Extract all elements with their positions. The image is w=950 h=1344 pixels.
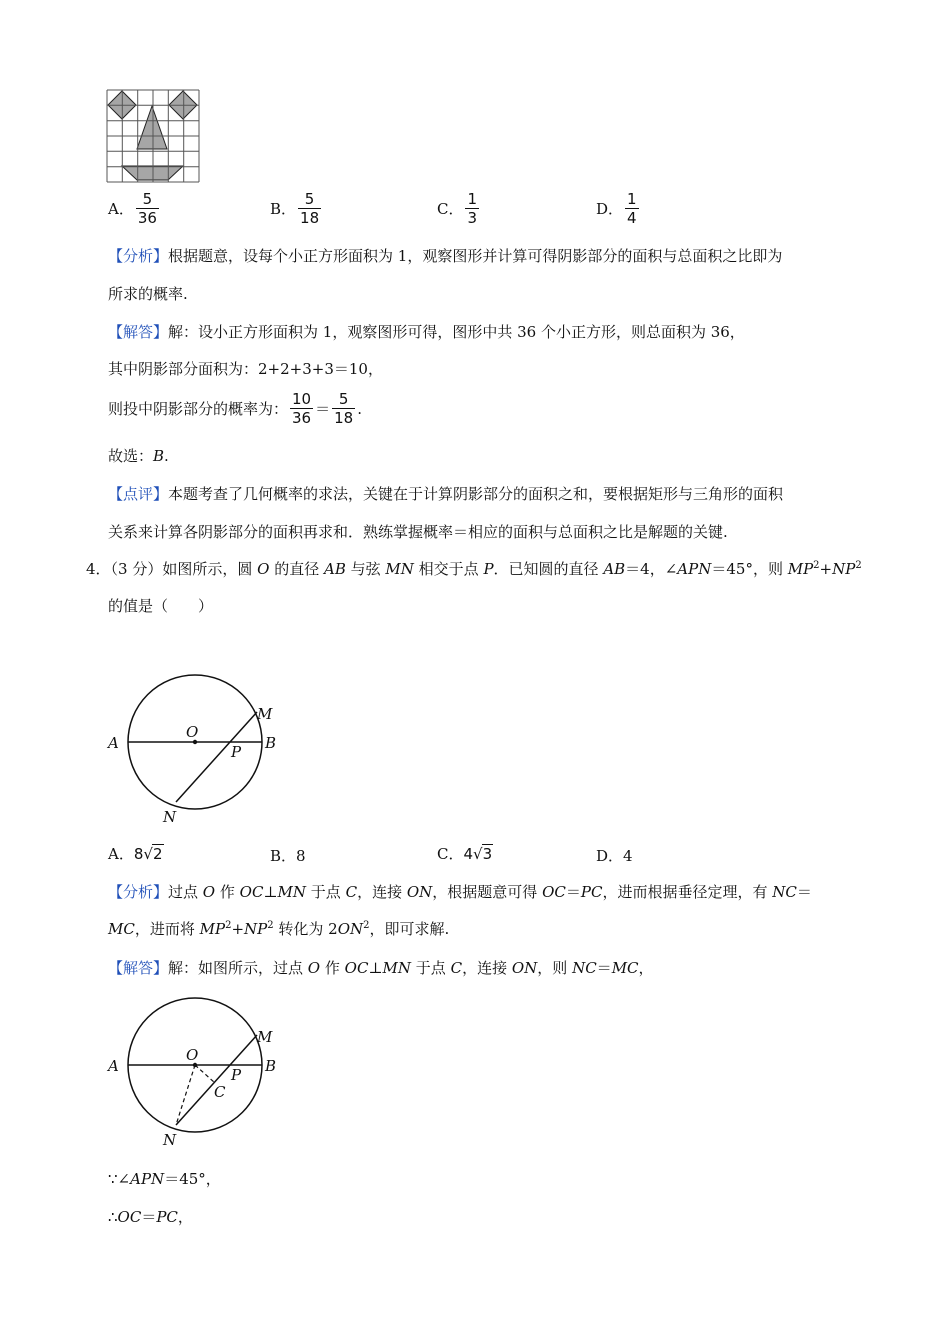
- q4-option-d: D．4: [596, 847, 633, 865]
- label-o: O: [186, 1046, 199, 1064]
- q4-therefore: ∴OC＝PC，: [108, 1208, 193, 1226]
- label-b: B: [265, 734, 277, 752]
- q3-answer: 故选：B.: [108, 447, 169, 465]
- q3-solution-line2: 其中阴影部分面积为：2+2+3+3＝10，: [108, 360, 383, 378]
- q4-option-b: B．8: [270, 847, 306, 865]
- label-c: C: [214, 1083, 226, 1101]
- analysis-tag: 【分析】: [108, 247, 169, 265]
- q3-option-c: C． $\frac{1}{3}$: [437, 190, 478, 227]
- q4-solution: 【解答】解：如图所示，过点 O 作 OC⊥MN 于点 C，连接 ON，则 NC＝MC，: [108, 959, 654, 977]
- q3-solution-line3: 则投中阴影部分的概率为： $\frac{10}{36}$ ＝ $\frac{5}{18}$ .: [108, 390, 362, 427]
- q3-analysis-cont: 所求的概率.: [108, 285, 188, 303]
- analysis-tag: 【分析】: [108, 883, 169, 901]
- q3-review-cont: 关系来计算各阴影部分的面积再求和．熟练掌握概率＝相应的面积与总面积之比是解题的关键.: [108, 523, 728, 541]
- q3-analysis: 【分析】根据题意，设每个小正方形面积为 1，观察图形并计算可得阴影部分的面积与总面积之比即为: [108, 247, 783, 265]
- q4-because: ∵∠APN＝45°，: [108, 1170, 221, 1188]
- q4-option-c: C． 4 √ 3: [437, 845, 493, 863]
- label-m: M: [257, 1028, 273, 1046]
- label-a: A: [108, 1057, 119, 1075]
- q4-analysis-cont: MC，进而将 $MP^2+NP^2$ 转化为 $2ON^2$，即可求解.: [108, 920, 450, 938]
- grid-figure: [106, 89, 200, 183]
- label-n: N: [163, 1131, 177, 1149]
- circle-figure-with-c: [100, 988, 300, 1153]
- q3-review: 【点评】本题考查了几何概率的求法，关键在于计算阴影部分的面积之和，要根据矩形与三角形的面积: [108, 485, 784, 503]
- q4-stem-cont: 的值是（ ）: [108, 597, 214, 615]
- segment-on: [176, 1065, 195, 1125]
- q4-analysis: 【分析】过点 O 作 OC⊥MN 于点 C，连接 ON，根据题意可得 OC＝PC，进而根据垂径定理，有 NC＝: [108, 883, 812, 901]
- label-b: B: [265, 1057, 277, 1075]
- label-o: O: [186, 723, 199, 741]
- circle-figure: [100, 665, 300, 830]
- label-n: N: [163, 808, 177, 826]
- q3-option-d: D． $\frac{1}{4}$: [596, 190, 637, 227]
- q4-option-a: A． 8 √ 2: [108, 845, 163, 863]
- q3-solution: 【解答】解：设小正方形面积为 1，观察图形可得，图形中共 36 个小正方形，则总面积为 36，: [108, 323, 745, 341]
- label-a: A: [108, 734, 119, 752]
- solution-tag: 【解答】: [108, 959, 169, 977]
- q4-stem: 4．（3 分）如图所示，圆 O 的直径 AB 与弦 MN 相交于点 P．已知圆的直径 AB＝4，∠APN＝45°，则 $MP^2+NP^2$: [86, 560, 862, 578]
- q3-option-a: A． $\frac{5}{36}$: [108, 190, 157, 227]
- segment-oc: [195, 1065, 215, 1083]
- review-tag: 【点评】: [108, 485, 169, 503]
- label-p: P: [231, 743, 242, 761]
- shaded-triangle-nose: [137, 106, 167, 149]
- label-p: P: [231, 1066, 242, 1084]
- label-m: M: [257, 705, 273, 723]
- solution-tag: 【解答】: [108, 323, 169, 341]
- q3-option-b: B． $\frac{5}{18}$: [270, 190, 320, 227]
